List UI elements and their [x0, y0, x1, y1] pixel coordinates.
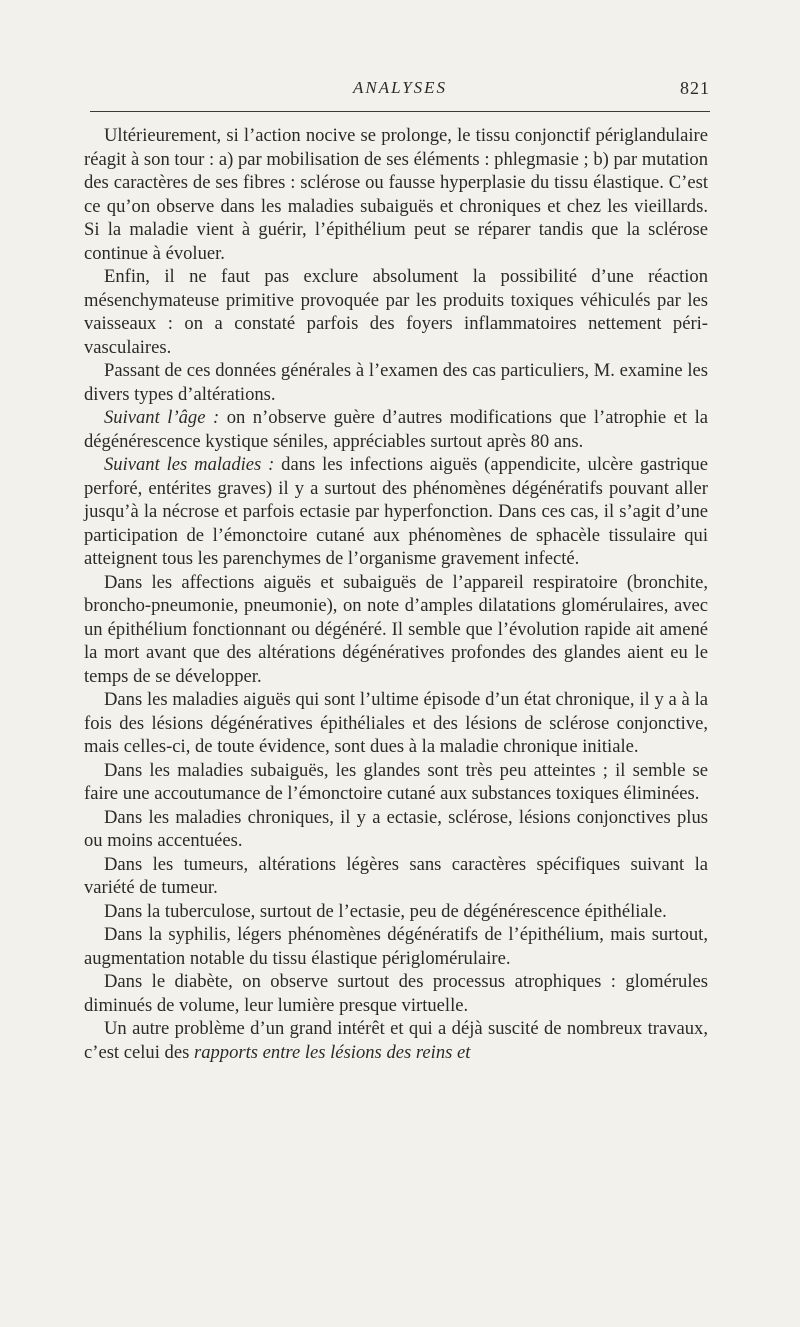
paragraph: Ultérieurement, si l’action nocive se prolonge, le tissu conjonctif périglandulaire réagit à son tour : a) par mobilisation de ses éléments : phlegmasie ; b) par mutation des caractères de ses fibres : sclérose ou fausse hyperplasie du tissu élastique. C’est ce qu’on observe dans les maladies subaiguës et chroniques et chez les vieillards. Si la maladie vient à guérir, l’épithélium peut se réparer tandis que la sclérose continue à évoluer.	[84, 125, 708, 264]
paragraph: Dans le diabète, on observe surtout des processus atrophiques : glomérules diminués de volume, leur lumière presque virtuelle.	[84, 971, 708, 1016]
running-title: ANALYSES	[352, 78, 448, 97]
paragraph: Passant de ces données générales à l’examen des cas particuliers, M. examine les divers types d’altérations.	[84, 360, 708, 405]
page-number: 821	[680, 78, 710, 98]
paragraph-lead: Suivant l’âge :	[104, 407, 220, 428]
paragraph: Dans les tumeurs, altérations légères sans caractères spécifiques suivant la variété de tumeur.	[84, 853, 708, 898]
paragraph-tail: rapports entre les lésions des reins et	[193, 1041, 471, 1063]
body-text	[84, 124, 708, 1064]
paragraph: Dans les maladies aiguës qui sont l’ultime épisode d’un état chronique, il y a à la fois des lésions dégénératives épithéliales et des lésions de sclérose conjonctive, mais celles-ci, de toute évidence, sont dues à la maladie chronique initiale.	[84, 689, 708, 757]
paragraph: Suivant l’âge : on n’observe guère d’autres modifications que l’atrophie et la dégénérescence kystique séniles, appréciables surtout après 80 ans.	[84, 407, 708, 452]
page-header	[90, 76, 710, 102]
paragraph: Dans la tuberculose, surtout de l’ectasie, peu de dégénérescence épithéliale.	[104, 900, 667, 922]
header-rule	[90, 111, 710, 112]
paragraph-lead: Suivant les maladies :	[104, 454, 275, 475]
paragraph: Dans les maladies subaiguës, les glandes sont très peu atteintes ; il semble se faire une accoutumance de l’émonctoire cutané aux substances toxiques éliminées.	[84, 759, 708, 804]
paragraph: Dans les maladies chroniques, il y a ectasie, sclérose, lésions conjonctives plus ou moins accentuées.	[84, 806, 708, 851]
paragraph: Un autre problème d’un grand intérêt et qui a déjà suscité de nombreux travaux, c’est celui des rapports entre les lésions des reins et	[84, 1018, 708, 1063]
paragraph: Dans les affections aiguës et subaiguës de l’appareil respiratoire (bronchite, broncho-pneumonie, pneumonie), on note d’amples dilatations glomérulaires, avec un épithélium fonctionnant ou dégénéré. Il semble que l’évolution rapide ait amené la mort avant que des altérations dégénératives profondes des glandes aient eu le temps de se développer.	[84, 571, 708, 687]
paragraph: Suivant les maladies : dans les infections aiguës (appendicite, ulcère gastrique perforé, entérites graves) il y a surtout des phénomènes dégénératifs pouvant aller jusqu’à la nécrose et parfois ectasie par hyperfonction. Dans ces cas, il s’agit d’une participation de l’émonctoire cutané aux phénomènes de sphacèle tissulaire qui atteignent tous les parenchymes de l’organisme gravement infecté.	[84, 454, 708, 569]
paragraph: Enfin, il ne faut pas exclure absolument la possibilité d’une réaction mésenchymateuse primitive provoquée par les produits toxiques véhiculés par les vaisseaux : on a constaté parfois des foyers inflammatoires nettement péri-vasculaires.	[84, 266, 708, 358]
paragraph: Dans la syphilis, légers phénomènes dégénératifs de l’épithélium, mais surtout, augmentation notable du tissu élastique périglomérulaire.	[84, 924, 708, 969]
